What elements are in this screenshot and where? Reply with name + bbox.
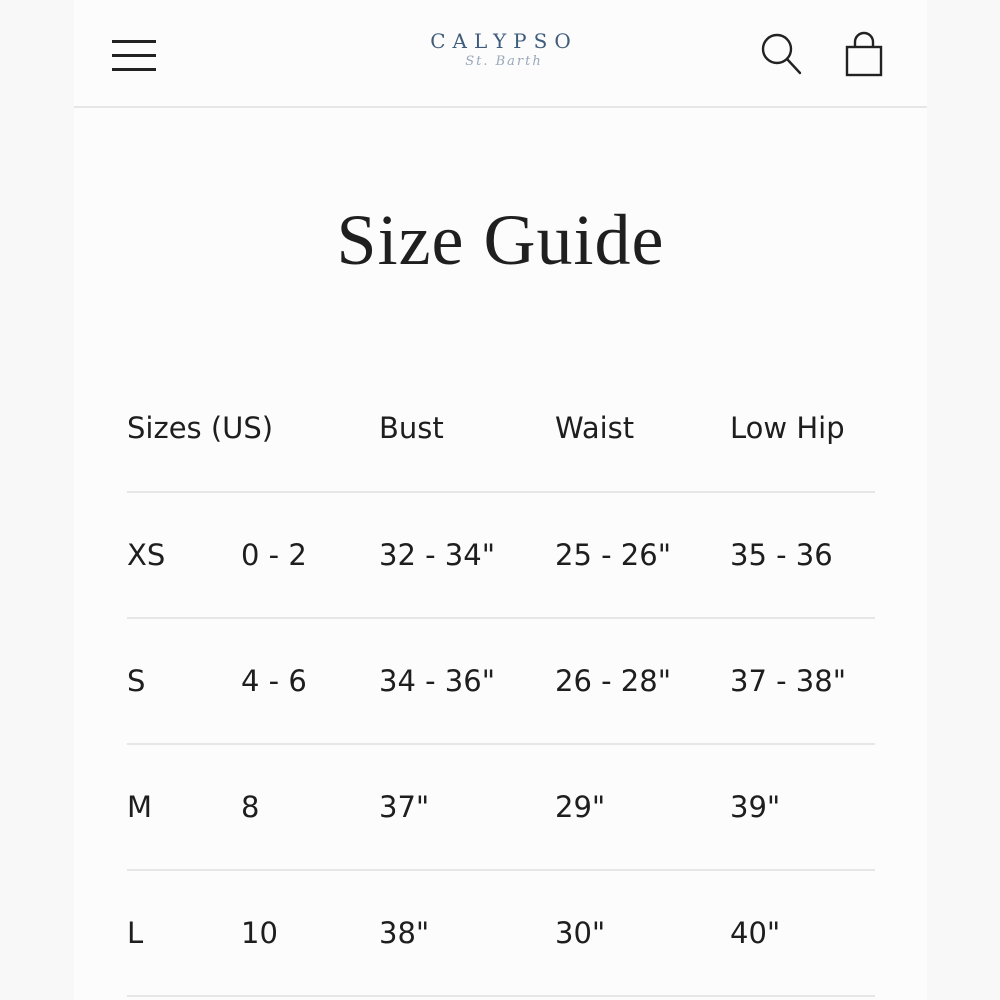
low-hip-value: 37 - 38" <box>730 664 847 698</box>
low-hip-value: 40" <box>730 916 781 950</box>
table-row <box>127 493 875 619</box>
size-label: M <box>127 790 153 824</box>
low-hip-value: 35 - 36 <box>730 538 833 572</box>
bust-value: 32 - 34" <box>379 538 496 572</box>
bust-value: 38" <box>379 916 430 950</box>
search-button[interactable] <box>758 30 806 80</box>
header-sizes: Sizes (US) <box>127 411 274 445</box>
header-low-hip: Low Hip <box>730 411 845 445</box>
table-row <box>127 619 875 745</box>
size-label: XS <box>127 538 166 572</box>
us-size: 10 <box>241 916 278 950</box>
table-row <box>127 745 875 871</box>
waist-value: 29" <box>555 790 606 824</box>
header-bust: Bust <box>379 411 444 445</box>
hamburger-menu-icon <box>112 40 156 43</box>
brand-logo[interactable] <box>374 28 634 80</box>
brand-name: CALYPSO <box>430 29 578 53</box>
size-label: L <box>127 916 144 950</box>
header-waist: Waist <box>555 411 635 445</box>
waist-value: 26 - 28" <box>555 664 672 698</box>
shopping-bag-button[interactable] <box>840 30 888 80</box>
site-header <box>74 0 927 108</box>
bust-value: 37" <box>379 790 430 824</box>
shopping-bag-icon <box>840 30 888 80</box>
bust-value: 34 - 36" <box>379 664 496 698</box>
hamburger-menu-icon <box>112 68 156 71</box>
table-header-row <box>127 366 875 493</box>
us-size: 0 - 2 <box>241 538 307 572</box>
waist-value: 30" <box>555 916 606 950</box>
size-chart-table <box>127 366 875 997</box>
us-size: 8 <box>241 790 260 824</box>
table-row <box>127 871 875 997</box>
size-label: S <box>127 664 146 698</box>
menu-button[interactable] <box>110 36 158 76</box>
waist-value: 25 - 26" <box>555 538 672 572</box>
brand-script: St. Barth <box>465 54 543 69</box>
page-title: Size Guide <box>336 200 665 280</box>
low-hip-value: 39" <box>730 790 781 824</box>
us-size: 4 - 6 <box>241 664 307 698</box>
hamburger-menu-icon <box>112 54 156 57</box>
search-icon <box>758 30 806 80</box>
